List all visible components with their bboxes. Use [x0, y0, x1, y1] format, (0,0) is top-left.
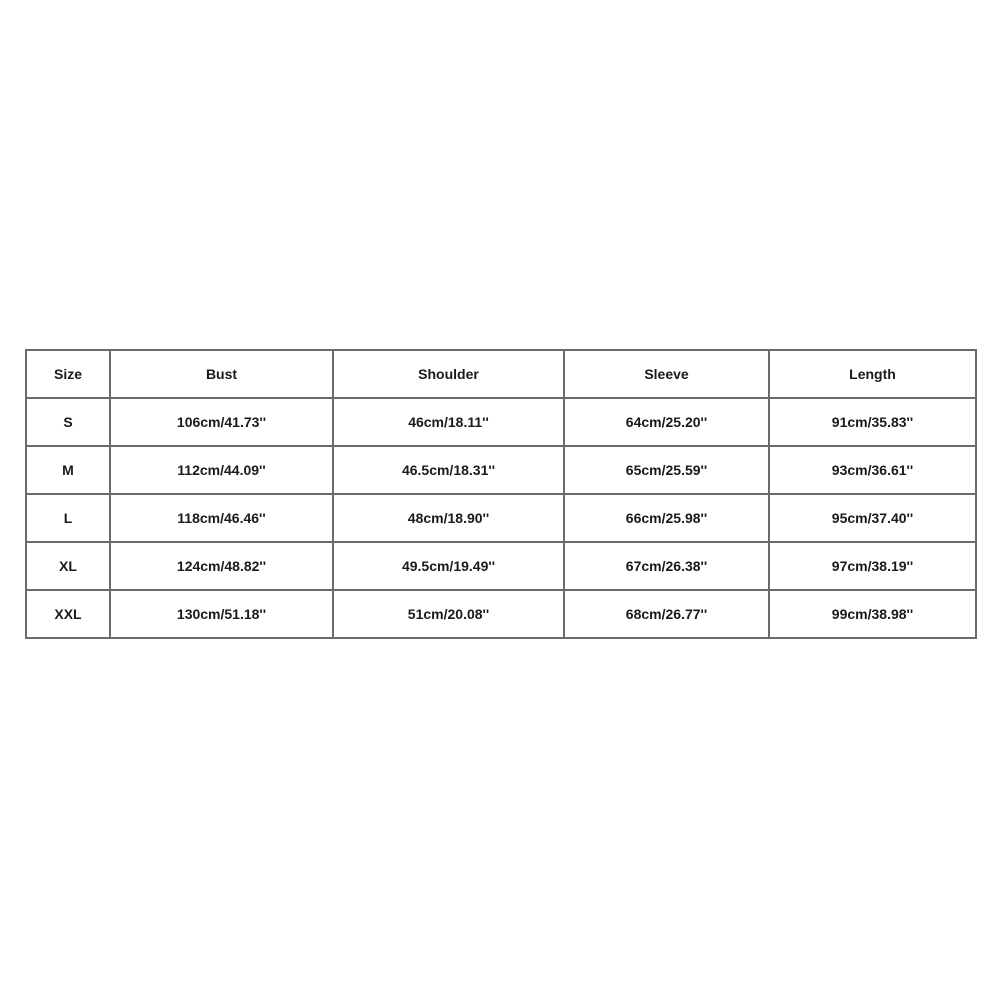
size-cell: M	[26, 446, 110, 494]
table-row	[26, 542, 976, 590]
shoulder-cell: 46.5cm/18.31''	[333, 446, 564, 494]
table-row	[26, 446, 976, 494]
table-row	[26, 494, 976, 542]
bust-cell: 124cm/48.82''	[110, 542, 333, 590]
bust-cell: 112cm/44.09''	[110, 446, 333, 494]
header-length: Length	[769, 350, 976, 398]
size-cell: L	[26, 494, 110, 542]
length-cell: 97cm/38.19''	[769, 542, 976, 590]
size-cell: XXL	[26, 590, 110, 638]
sleeve-cell: 65cm/25.59''	[564, 446, 769, 494]
size-cell: XL	[26, 542, 110, 590]
bust-cell: 130cm/51.18''	[110, 590, 333, 638]
shoulder-cell: 49.5cm/19.49''	[333, 542, 564, 590]
shoulder-cell: 51cm/20.08''	[333, 590, 564, 638]
shoulder-cell: 48cm/18.90''	[333, 494, 564, 542]
length-cell: 91cm/35.83''	[769, 398, 976, 446]
sleeve-cell: 66cm/25.98''	[564, 494, 769, 542]
header-size: Size	[26, 350, 110, 398]
bust-cell: 106cm/41.73''	[110, 398, 333, 446]
header-shoulder: Shoulder	[333, 350, 564, 398]
table-row	[26, 590, 976, 638]
table-header-row	[26, 350, 976, 398]
length-cell: 95cm/37.40''	[769, 494, 976, 542]
table-row	[26, 398, 976, 446]
sleeve-cell: 67cm/26.38''	[564, 542, 769, 590]
bust-cell: 118cm/46.46''	[110, 494, 333, 542]
length-cell: 99cm/38.98''	[769, 590, 976, 638]
shoulder-cell: 46cm/18.11''	[333, 398, 564, 446]
header-sleeve: Sleeve	[564, 350, 769, 398]
length-cell: 93cm/36.61''	[769, 446, 976, 494]
sleeve-cell: 64cm/25.20''	[564, 398, 769, 446]
size-chart-table	[25, 349, 977, 639]
sleeve-cell: 68cm/26.77''	[564, 590, 769, 638]
size-cell: S	[26, 398, 110, 446]
header-bust: Bust	[110, 350, 333, 398]
